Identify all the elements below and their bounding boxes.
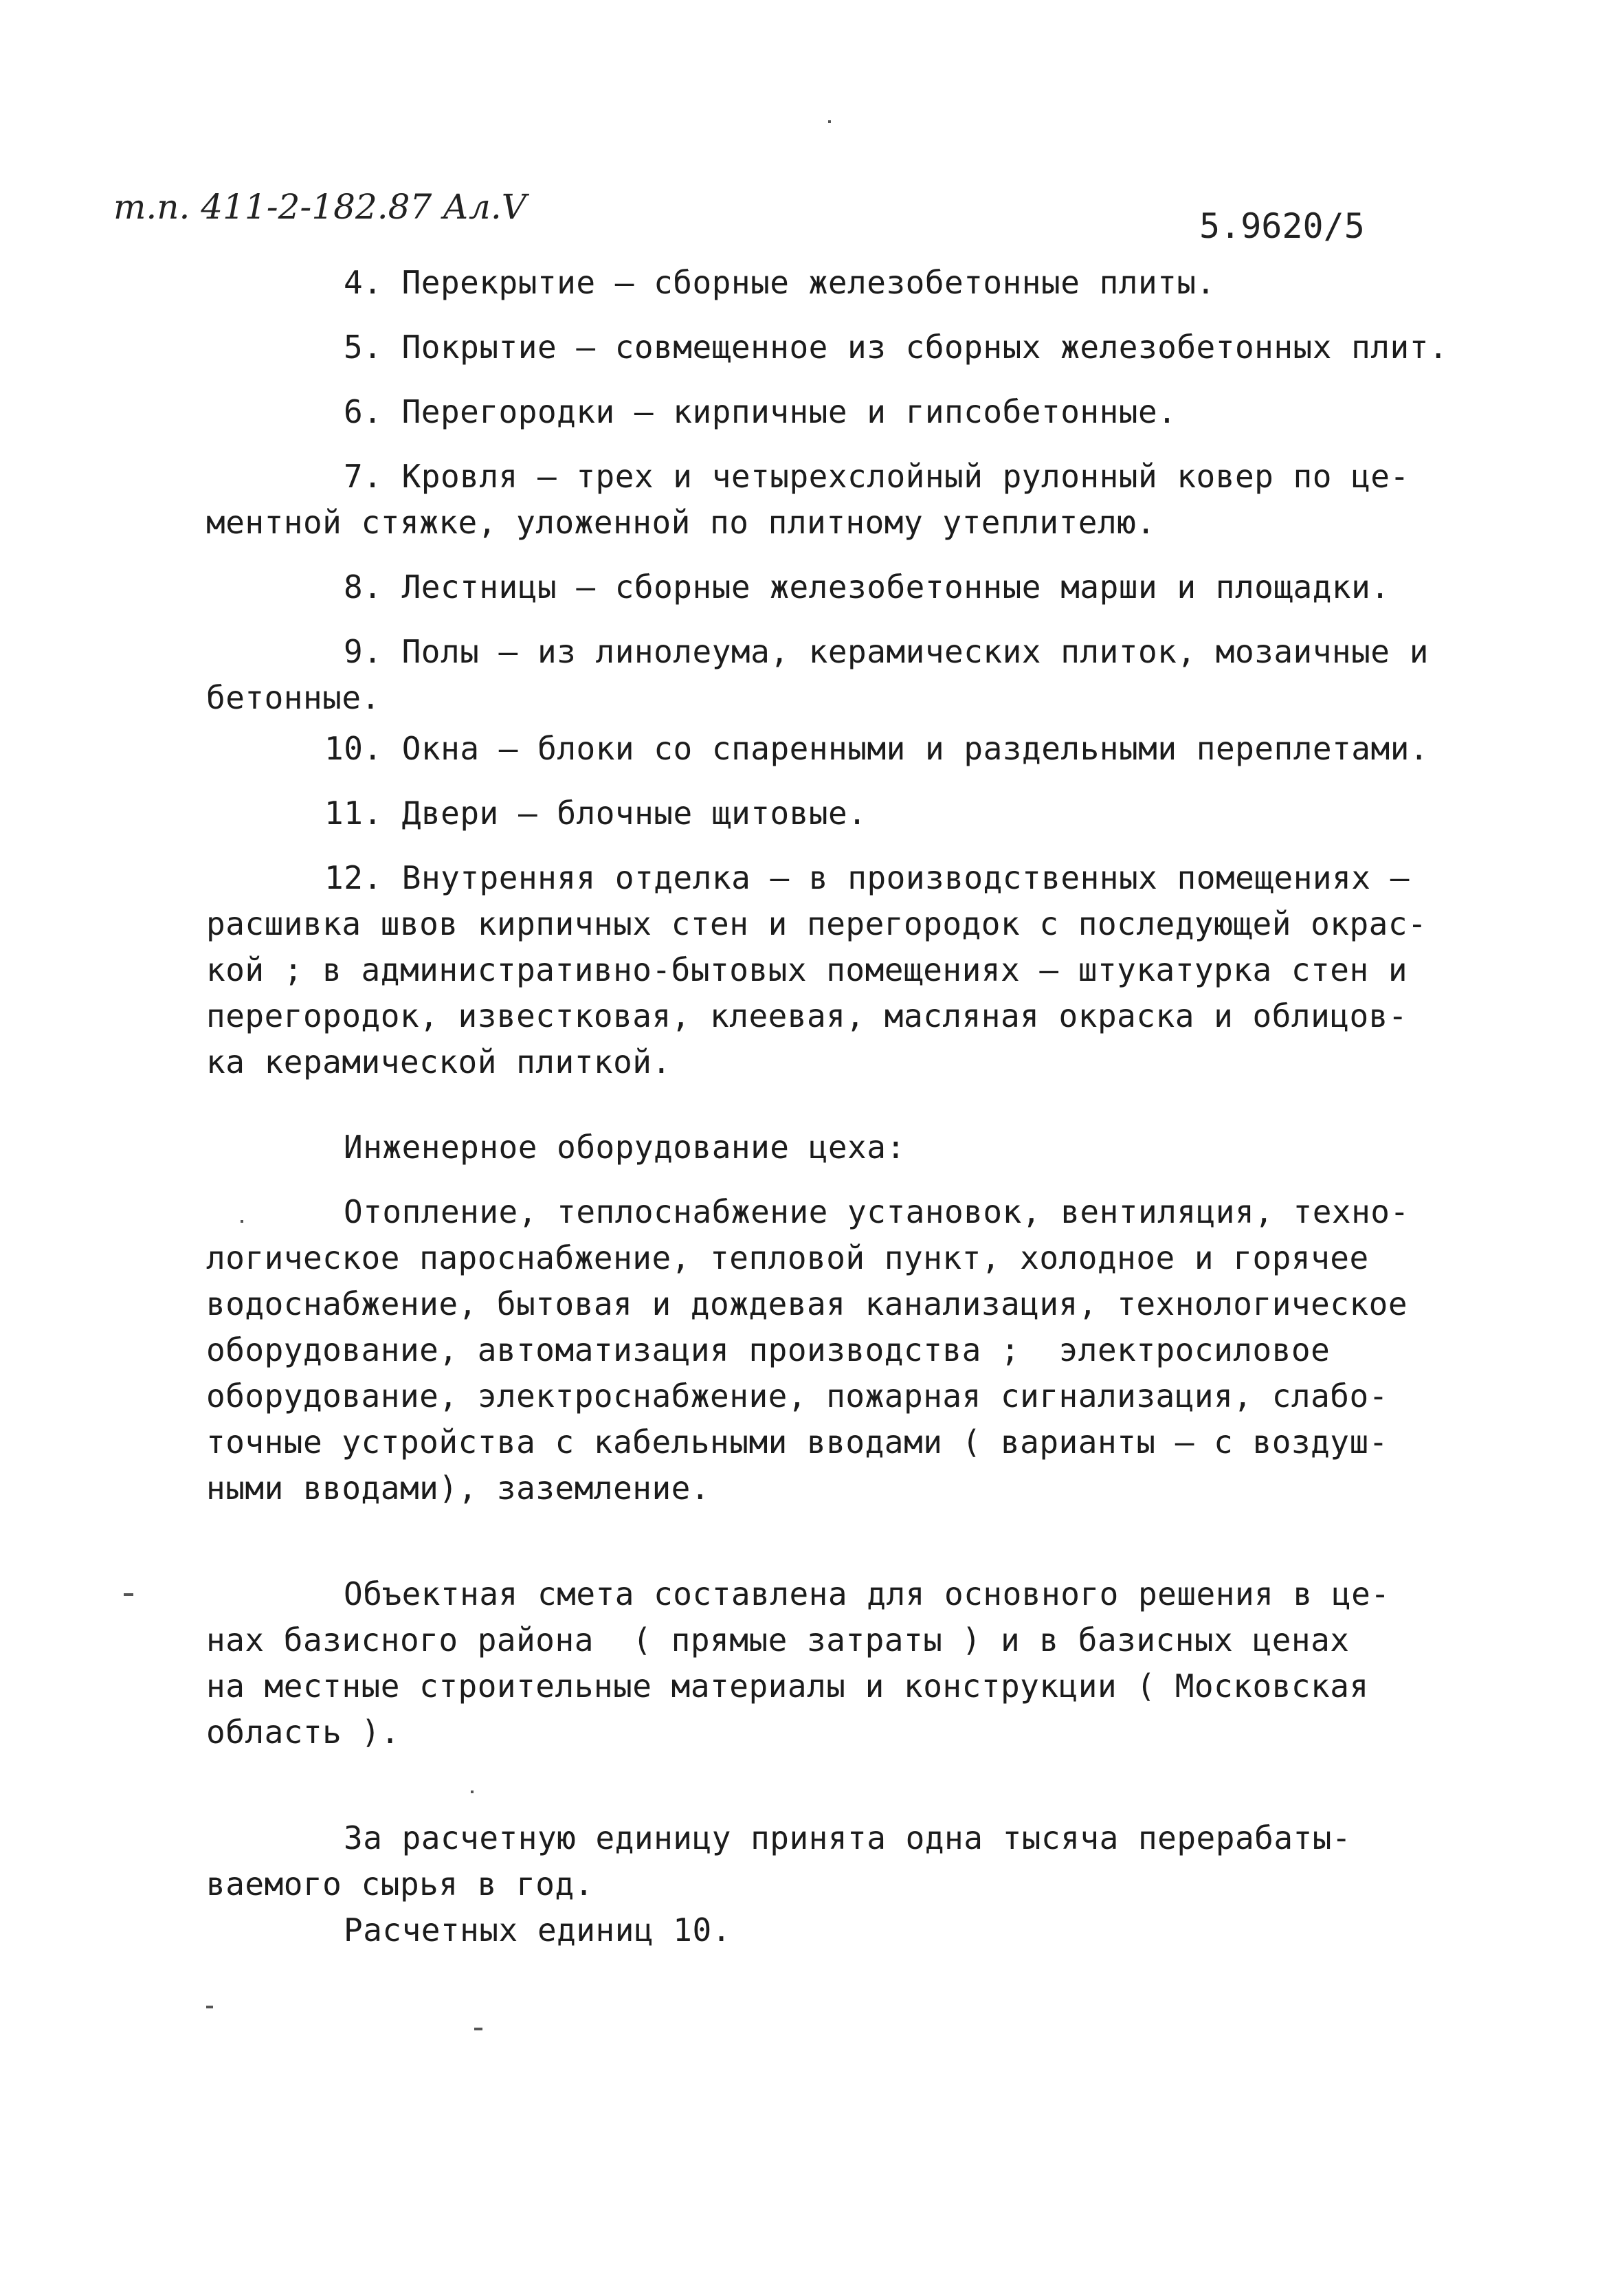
estimate-line-1: Объектная смета составлена для основного решения в це-	[344, 1575, 1390, 1612]
item-10: 10. Окна – блоки со спаренными и раздельными переплетами.	[324, 730, 1430, 767]
item-7-line-1: 7. Кровля – трех и четырехслойный рулонный ковер по це-	[344, 458, 1410, 495]
item-9-line-1: 9. Полы – из линолеума, керамических плиток, мозаичные и	[344, 633, 1429, 670]
engineering-line-1: Отопление, теплоснабжение установок, вентиляция, техно-	[344, 1193, 1410, 1230]
item-12-line-4: перегородок, известковая, клеевая, масляная окраска и облицов-	[206, 997, 1408, 1034]
scan-speck	[124, 1593, 133, 1596]
item-12-line-3: кой ; в административно-бытовых помещениях – штукатурка стен и	[206, 951, 1408, 988]
item-8: 8. Лестницы – сборные железобетонные марши и площадки.	[344, 568, 1390, 606]
item-4: 4. Перекрытие – сборные железобетонные плиты.	[344, 264, 1216, 301]
scan-speck	[828, 120, 831, 123]
engineering-line-2: логическое пароснабжение, тепловой пункт, холодное и горячее	[206, 1239, 1369, 1276]
estimate-line-4: область ).	[206, 1714, 400, 1751]
estimate-line-2: нах базисного района ( прямые затраты ) и в базисных ценах	[206, 1621, 1350, 1659]
scan-speck	[474, 2028, 482, 2030]
engineering-line-5: оборудование, электроснабжение, пожарная сигнализация, слабо-	[206, 1377, 1388, 1415]
engineering-line-3: водоснабжение, бытовая и дождевая канализация, технологическое	[206, 1285, 1408, 1322]
item-6: 6. Перегородки – кирпичные и гипсобетонные.	[344, 393, 1177, 430]
scan-speck	[241, 1220, 243, 1223]
doc-code: т.п. 411-2-182.87 Ал.V	[113, 187, 526, 227]
scan-speck	[206, 2006, 213, 2008]
estimate-line-3: на местные строительные материалы и конструкции ( Московская	[206, 1667, 1369, 1705]
item-9-line-2: бетонные.	[206, 679, 381, 716]
item-5: 5. Покрытие – совмещенное из сборных железобетонных плит.	[344, 329, 1449, 366]
item-12-line-5: ка керамической плиткой.	[206, 1043, 671, 1080]
item-12-line-2: расшивка швов кирпичных стен и перегородок с последующей окрас-	[206, 905, 1427, 942]
item-12-line-1: 12. Внутренняя отделка – в производственных помещениях –	[324, 859, 1410, 896]
sheet-number: 5.9620/5	[1199, 206, 1365, 246]
engineering-line-6: точные устройства с кабельными вводами ( варианты – с воздуш-	[206, 1423, 1388, 1461]
unit-line-2: ваемого сырья в год.	[206, 1865, 594, 1903]
engineering-line-4: оборудование, автоматизация производства ; электросиловое	[206, 1331, 1331, 1368]
item-11: 11. Двери – блочные щитовые.	[324, 795, 867, 832]
unit-line-1: За расчетную единицу принята одна тысяча перерабаты-	[344, 1819, 1352, 1856]
engineering-line-7: ными вводами), заземление.	[206, 1470, 711, 1507]
scan-speck	[471, 1790, 474, 1793]
engineering-heading: Инженерное оборудование цеха:	[344, 1129, 906, 1166]
unit-line-3: Расчетных единиц 10.	[344, 1911, 731, 1949]
item-7-line-2: ментной стяжке, уложенной по плитному утеплителю.	[206, 504, 1156, 541]
